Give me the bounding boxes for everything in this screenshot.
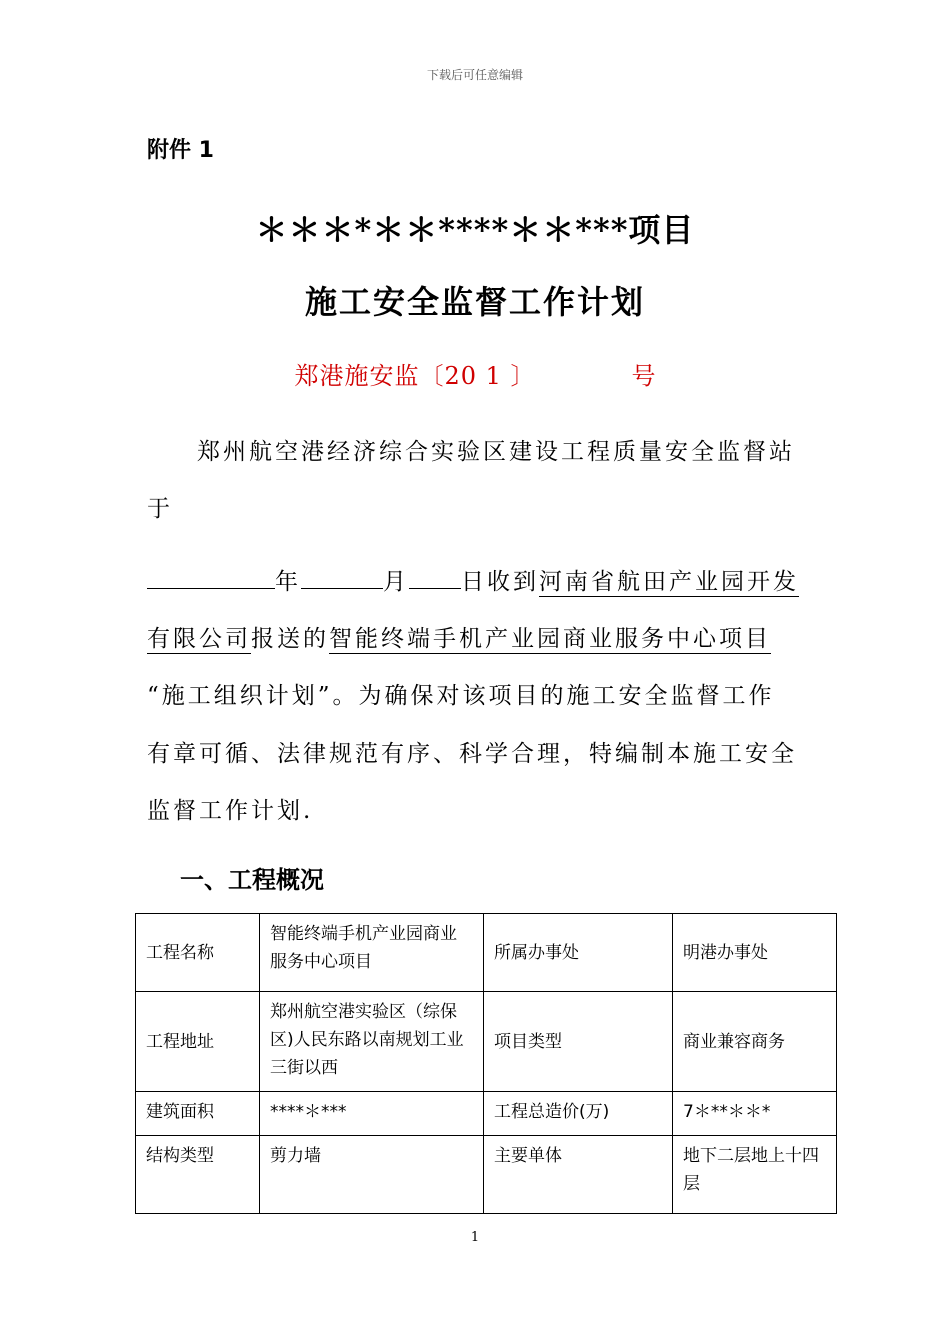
intro-line-1: 郑州航空港经济综合实验区建设工程质量安全监督站 [197,439,795,465]
table-cell: 工程地址 [136,992,260,1092]
project-name: 智能终端手机产业园商业服务中心项目 [329,626,771,652]
table-row [136,914,837,992]
table-cell: 项目类型 [484,992,673,1092]
report-text: 报送的 [251,626,329,652]
page-number: 1 [470,1230,480,1245]
company-name-part1: 河南省航田产业园开发 [539,569,799,595]
header-note: 下载后可任意编辑 [426,68,523,82]
table-cell: 建筑面积 [136,1092,260,1136]
table-cell: 剪力墙 [260,1136,484,1214]
table-cell: 工程名称 [136,914,260,992]
month-blank [301,566,383,589]
document-number-prefix: 郑港施安监〔20 1 〕 [294,362,536,390]
month-label: 月 [383,569,409,595]
document-number [0,356,950,391]
document-subtitle: 施工安全监督工作计划 [304,283,645,321]
table-cell: 所属办事处 [484,914,673,992]
day-text: 日收到 [461,569,539,595]
table-cell: 地下二层地上十四层 [673,1136,837,1214]
table-cell: 7＊**＊＊* [673,1092,837,1136]
intro-line-2: 于 [147,496,173,522]
intro-line-5: “施工组织计划”。为确保对该项目的施工安全监督工作 [147,683,775,709]
document-title: ＊＊＊*＊＊****＊＊***项目 [255,211,695,249]
intro-company-line [147,620,771,653]
section-title: 一、工程概况 [180,866,324,894]
intro-date-line [147,563,799,596]
table-row [136,1092,837,1136]
table-cell: 结构类型 [136,1136,260,1214]
table-cell: ****＊*** [260,1092,484,1136]
table-row [136,992,837,1092]
attachment-label: 附件 1 [147,138,214,163]
company-name-part2: 有限公司 [147,626,251,652]
table-cell: 主要单体 [484,1136,673,1214]
intro-line-7: 监督工作计划. [147,798,314,824]
table-cell: 商业兼容商务 [673,992,837,1092]
table-cell: 郑州航空港实验区（综保区)人民东路以南规划工业三街以西 [260,992,484,1092]
year-label: 年 [275,569,301,595]
table-cell: 智能终端手机产业园商业服务中心项目 [260,914,484,992]
document-number-suffix: 号 [631,362,656,390]
table-cell: 明港办事处 [673,914,837,992]
year-blank [147,566,275,589]
table-cell: 工程总造价(万) [484,1092,673,1136]
project-overview-table [135,913,837,1214]
intro-line-6: 有章可循、法律规范有序、科学合理，特编制本施工安全 [147,741,797,767]
day-blank [409,566,461,589]
table-row [136,1136,837,1214]
